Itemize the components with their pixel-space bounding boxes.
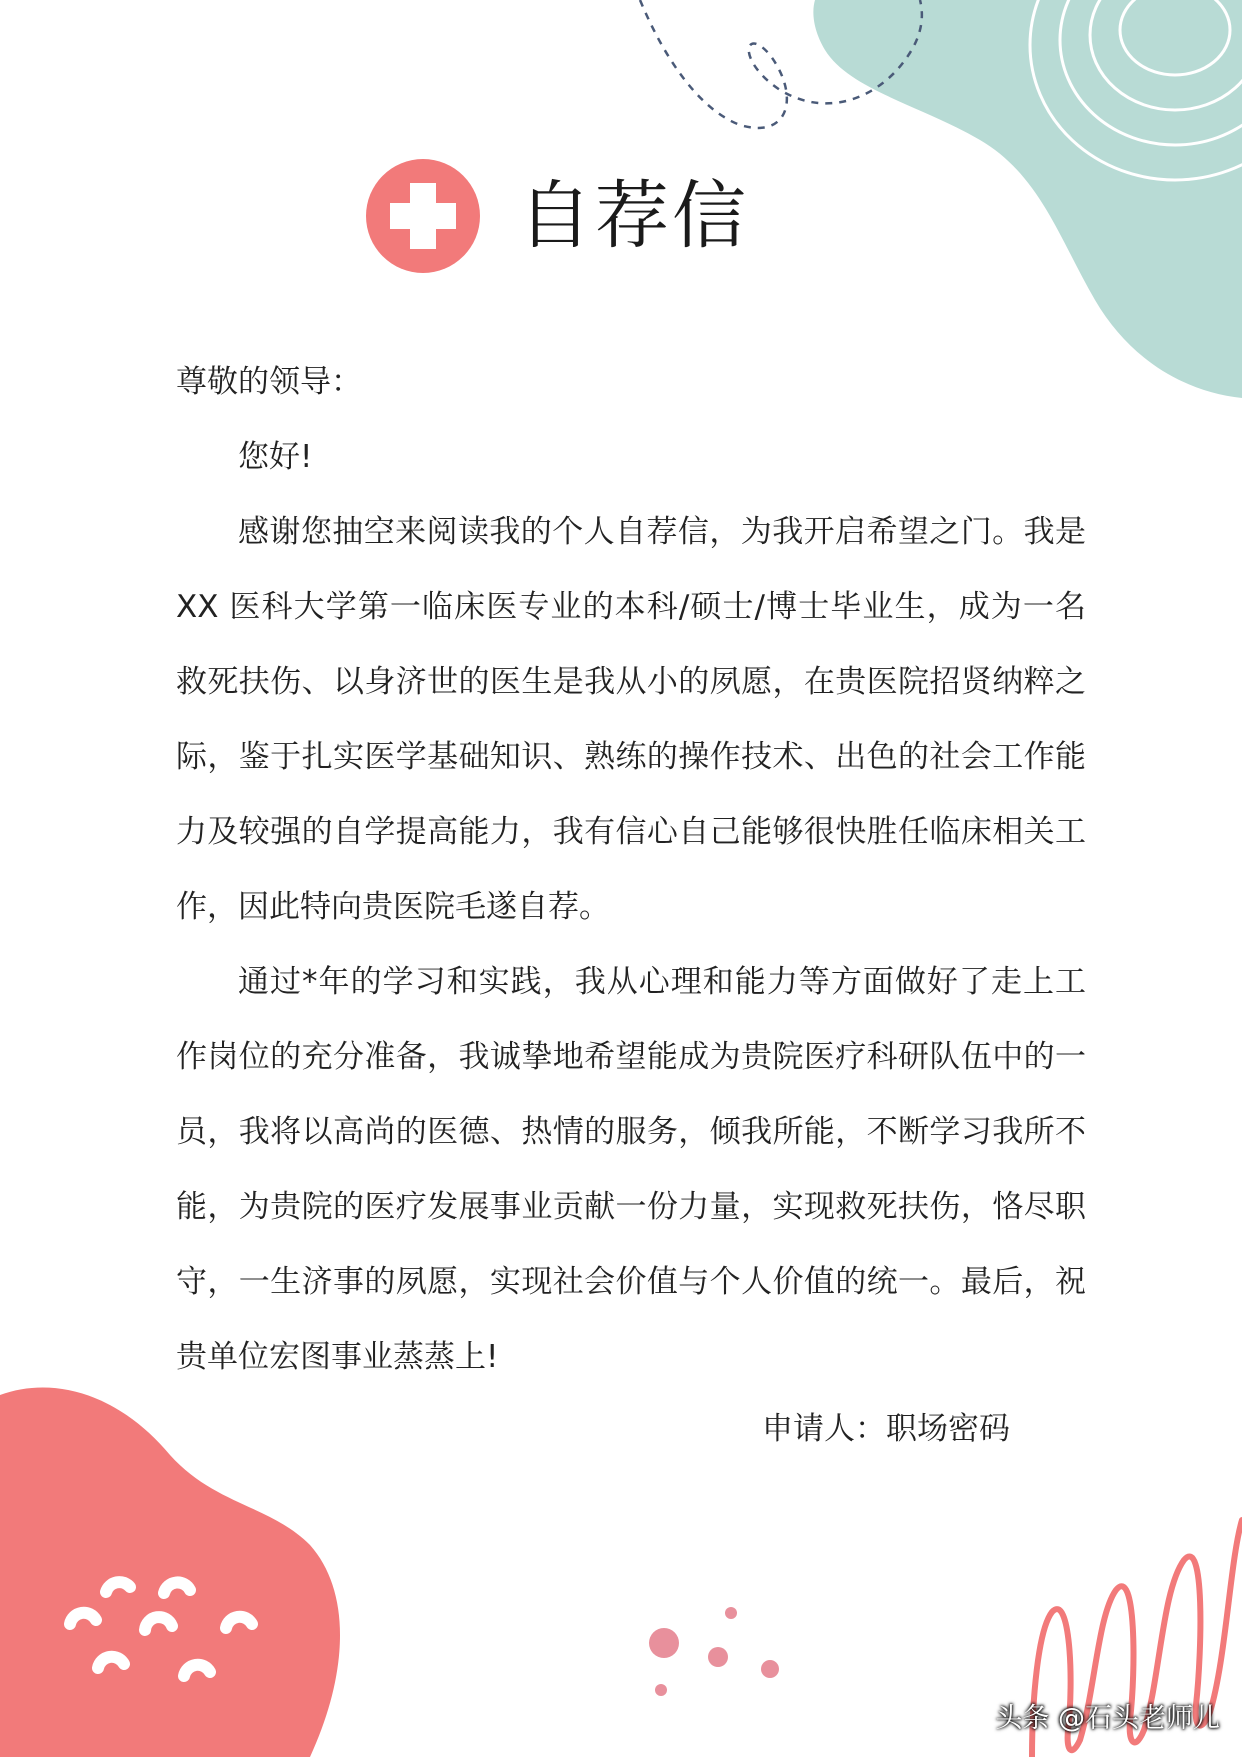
red-cross-icon bbox=[366, 159, 480, 273]
concentric-rings-decoration bbox=[1030, 0, 1242, 180]
dashed-swirl-decoration bbox=[640, 0, 922, 128]
pink-dots-decoration bbox=[649, 1607, 779, 1696]
greeting: 您好! bbox=[238, 439, 313, 475]
page-title: 自荐信 bbox=[518, 173, 749, 259]
paragraph-commitment: 通过*年的学习和实践，我从心理和能力等方面做好了走上工作岗位的充分准备，我诚挚地希望能成为贵院医疗科研队伍中的一员，我将以高尚的医德、热情的服务，倾我所能，不断学习我所不能，为贵院的医疗发展事业贡献一份力量，实现救死扶伤，恪尽职守，一生济事的夙愿，实现社会价值与个人价值的统一。最后，祝贵单位宏图事业蒸蒸上! bbox=[176, 964, 1086, 1375]
mint-blob bbox=[813, 0, 1242, 398]
letter-header bbox=[366, 158, 749, 274]
paragraph-intro: 感谢您抽空来阅读我的个人自荐信，为我开启希望之门。我是 XX 医科大学第一临床医专业的本科/硕士/博士毕业生，成为一名救死扶伤、以身济世的医生是我从小的夙愿，在贵医院招贤纳粹之际，鉴于扎实医学基础知识、熟练的操作技术、出色的社会工作能力及较强的自学提高能力，我有信心自己能够很快胜任临床相关工作，因此特向贵医院毛遂自荐。 bbox=[176, 514, 1086, 925]
salutation: 尊敬的领导： bbox=[176, 364, 362, 400]
watermark: 头条 @石头老师儿 bbox=[995, 1703, 1220, 1734]
white-arc-decorations bbox=[70, 1582, 252, 1676]
signature: 申请人：职场密码 bbox=[762, 1411, 1010, 1447]
letter-body bbox=[176, 345, 1086, 1395]
coral-blob bbox=[0, 1388, 340, 1757]
